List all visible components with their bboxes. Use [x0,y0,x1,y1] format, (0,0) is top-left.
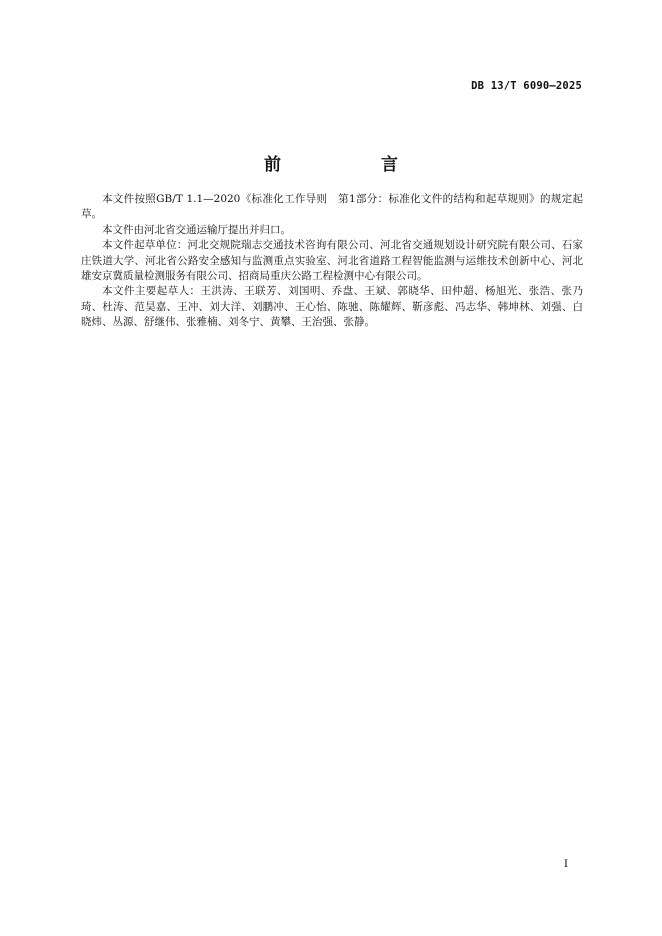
paragraph-drafters: 本文件主要起草人：王洪涛、王联芳、刘国明、乔盘、王斌、郭晓华、田仲超、杨旭光、张浩、张乃琦、杜涛、范昊嘉、王冲、刘大洋、刘鹏冲、王心怡、陈驰、陈耀辉、靳彦彪、冯志华、韩坤林、刘强、白晓炜、丛源、舒继伟、张雅楠、刘冬宁、黄攀、王治强、张静。 [81,285,583,329]
document-code: DB 13/T 6090—2025 [471,80,582,92]
page-title: 前 言 [264,155,420,175]
paragraph-proposer: 本文件由河北省交通运输厅提出并归口。 [102,223,291,236]
page-number: I [563,858,568,870]
foreword-body [81,192,583,331]
paragraph-drafting-basis: 本文件按照GB/T 1.1—2020《标准化工作导则 第1部分：标准化文件的结构和起草规则》的规定起草。 [81,193,583,221]
paragraph-drafting-units: 本文件起草单位：河北交规院瑞志交通技术咨询有限公司、河北省交通规划设计研究院有限公司、石家庄铁道大学、河北省公路安全感知与监测重点实验室、河北省道路工程智能监测与运维技术创新中心、河北雄安京冀质量检测服务有限公司、招商局重庆公路工程检测中心有限公司。 [81,239,583,283]
